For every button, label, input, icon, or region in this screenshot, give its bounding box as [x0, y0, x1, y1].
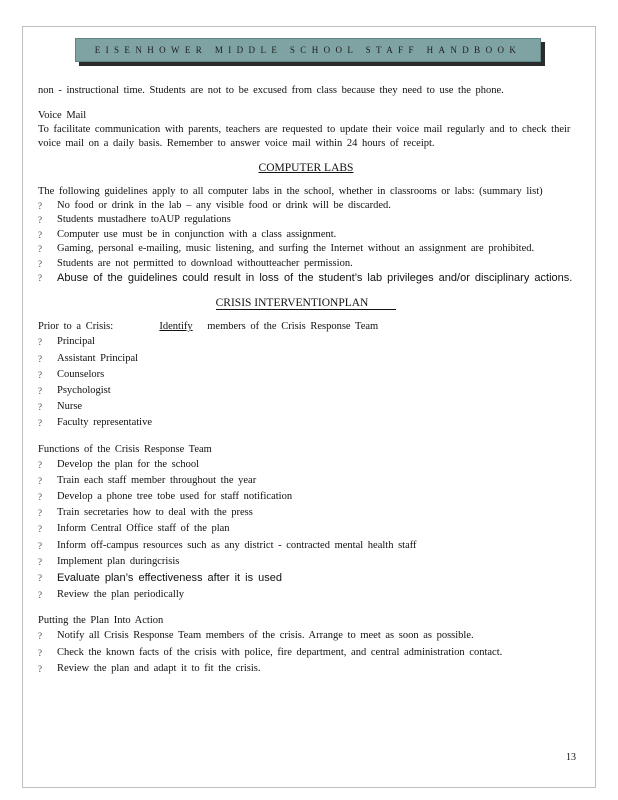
bullet-icon: ?: [38, 492, 42, 503]
bullet-icon: ?: [38, 273, 42, 284]
list-item: ? Develop the plan for the school: [38, 457, 574, 473]
list-item: ? Students are not permitted to download withoutteacher permission.: [38, 257, 574, 271]
functions-list: [38, 457, 574, 604]
list-item: ? Assistant Principal: [38, 351, 574, 367]
bullet-icon: ?: [38, 524, 42, 535]
computer-labs-list: [38, 199, 574, 286]
action-title: Putting the Plan Into Action: [38, 615, 164, 627]
list-item: ? Students mustadhere toAUP regulations: [38, 213, 574, 227]
computer-labs-heading: COMPUTER LABS: [258, 162, 354, 174]
bullet-icon: ?: [38, 540, 42, 551]
bullet-icon: ?: [38, 663, 42, 674]
list-item: ? Abuse of the guidelines could result in loss of the student’s lab privileges and/or disciplinary actions.: [38, 272, 573, 285]
computer-labs-intro: The following guidelines apply to all computer labs in the school, whether in classrooms or labs: (summary list): [38, 186, 543, 197]
list-item: ? Review the plan and adapt it to fit the crisis.: [38, 661, 574, 677]
bullet-icon: ?: [38, 402, 42, 413]
bullet-icon: ?: [38, 215, 42, 226]
page-number: 13: [566, 752, 576, 763]
bullet-icon: ?: [38, 244, 42, 255]
list-item: ? Psychologist: [38, 383, 574, 399]
list-item: ? Inform off-campus resources such as any district - contracted mental health staff: [38, 538, 574, 554]
bullet-icon: ?: [38, 508, 42, 519]
crisis-team-list: [38, 334, 574, 431]
bullet-icon: ?: [38, 631, 42, 642]
crisis-heading: CRISIS INTERVENTIONPLAN: [216, 297, 397, 310]
bullet-icon: ?: [38, 201, 42, 211]
list-item: ? Train secretaries how to deal with the press: [38, 505, 574, 521]
voice-mail-text: To facilitate communication with parents, teachers are requested to update their voice mail regularly and to check their voice mail on a daily basis. Remember to answer voice mail within 24 hours of receipt.: [38, 124, 571, 149]
list-item: ? Train each staff member throughout the year: [38, 473, 574, 489]
bullet-icon: ?: [38, 353, 42, 364]
list-item: ? Implement plan duringcrisis: [38, 554, 574, 570]
computer-labs-heading-wrap: [38, 160, 574, 176]
bullet-icon: ?: [38, 418, 42, 429]
list-item: ? No food or drink in the lab – any visible food or drink will be discarded.: [38, 199, 574, 213]
list-item: ? Inform Central Office staff of the plan: [38, 521, 574, 537]
list-item: ? Faculty representative: [38, 415, 574, 431]
action-list: [38, 628, 574, 677]
list-item: ? Review the plan periodically: [38, 587, 574, 603]
bullet-icon: ?: [38, 337, 42, 348]
page-content: [38, 84, 574, 677]
list-item: ? Nurse: [38, 399, 574, 415]
list-item: ? Evaluate plan’s effectiveness after it is used: [38, 570, 574, 587]
header-title: EISENHOWER MIDDLE SCHOOL STAFF HANDBOOK: [94, 45, 522, 55]
bullet-icon: ?: [38, 459, 42, 470]
bullet-icon: ?: [38, 556, 42, 567]
list-item: ? Gaming, personal e-mailing, music listening, and surfing the Internet without an assignment are prohibited.: [38, 242, 574, 256]
functions-title: Functions of the Crisis Response Team: [38, 443, 212, 455]
list-item: ? Principal: [38, 334, 574, 350]
list-item: ? Counselors: [38, 367, 574, 383]
bullet-icon: ?: [38, 369, 42, 380]
bullet-icon: ?: [38, 229, 42, 240]
bullet-icon: ?: [38, 647, 42, 658]
voice-mail-title: Voice Mail: [38, 110, 87, 121]
list-item: ? Develop a phone tree tobe used for staff notification: [38, 489, 574, 505]
list-item: ? Check the known facts of the crisis with police, fire department, and central administration contact.: [38, 645, 574, 661]
intro-line: non - instructional time. Students are not to be excused from class because they need to use the phone.: [38, 85, 504, 96]
crisis-heading-wrap: [38, 295, 574, 311]
bullet-icon: ?: [38, 590, 42, 601]
list-item: ? Notify all Crisis Response Team members of the crisis. Arrange to meet as soon as possible.: [38, 628, 574, 644]
prior-to-crisis: Prior to a Crisis: Identify members of the Crisis Response Team: [38, 321, 379, 333]
running-header: [75, 38, 541, 62]
identify-word: Identify: [159, 321, 193, 333]
bullet-icon: ?: [38, 475, 42, 486]
bullet-icon: ?: [38, 386, 42, 397]
list-item: ? Computer use must be in conjunction with a class assignment.: [38, 228, 574, 242]
bullet-icon: ?: [38, 573, 42, 584]
bullet-icon: ?: [38, 258, 42, 269]
